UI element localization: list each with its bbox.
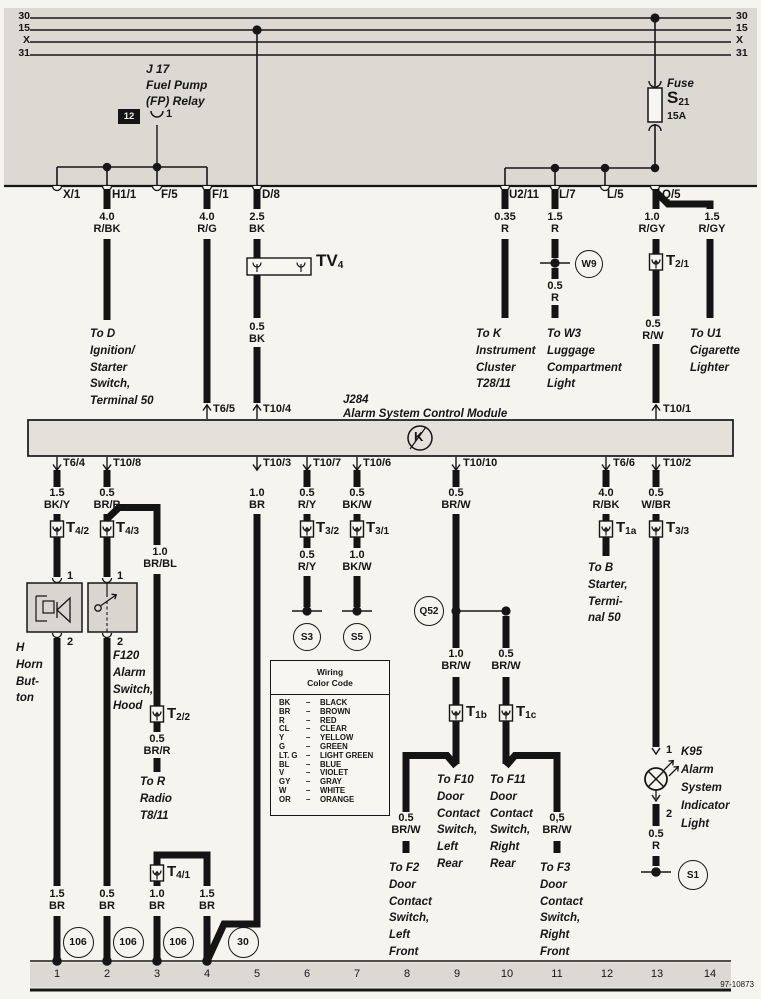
k95-pin1: 1 — [666, 744, 673, 756]
wire-label-l7b: 0.5 R — [547, 280, 563, 304]
bus-label-x-right: X — [736, 34, 744, 46]
f120-pin2: 2 — [117, 636, 124, 648]
color-code-row: Y – YELLOW — [279, 733, 354, 743]
dest-to-f11: To F11 Door Contact Switch, Right Rear — [490, 774, 533, 870]
color-code-row: W – WHITE — [279, 785, 346, 795]
wire-label-t64: 1.5 BK/Y — [43, 487, 71, 511]
wire-label-k95: 0.5 R — [648, 828, 664, 852]
color-code-row: CL – CLEAR — [279, 724, 347, 734]
horn-name: H Horn But- ton — [16, 642, 43, 705]
wire-label-q5a: 1.0 R/GY — [638, 211, 666, 235]
track-number-11: 11 — [551, 968, 563, 980]
dest-to-f10: To F10 Door Contact Switch, Left Rear — [437, 774, 480, 870]
color-code-row: OR – ORANGE — [279, 794, 355, 804]
module-term-t106: T10/6 — [363, 457, 392, 469]
connector-label-t31: T3/1 — [366, 519, 390, 537]
terminal-f1: F/1 — [212, 189, 229, 201]
s1-circle: S1 — [678, 860, 708, 890]
track-number-13: 13 — [650, 968, 664, 980]
power-rail-band — [4, 8, 757, 186]
ground-circle-106-2: 106 — [113, 927, 144, 958]
tv4-connector-icon — [247, 258, 311, 275]
relay-position-badge: 12 — [118, 109, 140, 124]
wire-label-t102: 0.5 W/BR — [641, 487, 671, 511]
wire-label-d8b: 0.5 BK — [249, 321, 265, 345]
module-title: J284 Alarm System Control Module — [343, 394, 508, 420]
wire-label-q5b: 1.5 R/GY — [698, 211, 726, 235]
module-term-t103: T10/3 — [263, 457, 292, 469]
terminal-d8: D/8 — [262, 189, 280, 201]
color-code-row: R – RED — [279, 715, 337, 725]
connector-label-t1a: T1a — [616, 519, 637, 537]
track-number-7: 7 — [353, 968, 361, 980]
wire-label-u211: 0.35 R — [494, 211, 516, 235]
ground-circle-30: 30 — [228, 927, 259, 958]
terminal-l7: L/7 — [559, 189, 576, 201]
wire-label-g4: 1.5 BR — [199, 888, 215, 912]
wire-label-t106b: 1.0 BK/W — [342, 549, 372, 573]
wire-label-g2: 0.5 BR — [99, 888, 115, 912]
track-number-2: 2 — [103, 968, 111, 980]
track-number-8: 8 — [403, 968, 411, 980]
track-number-5: 5 — [253, 968, 261, 980]
bus-label-31-left: 31 — [18, 47, 30, 59]
wire-label-brbl: 1.0 BR/BL — [143, 546, 177, 570]
color-code-header: Wiring Color Code — [271, 661, 389, 695]
f120-name: F120 Alarm Switch, Hood — [113, 650, 154, 713]
module-term-t1010: T10/10 — [463, 457, 498, 469]
relay-pin-label: 1 — [166, 108, 173, 120]
color-code-row: V – VIOLET — [279, 768, 349, 778]
ground-circle-106-3: 106 — [163, 927, 194, 958]
module-symbol-k: K — [414, 429, 424, 444]
f120-pin1: 1 — [117, 570, 124, 582]
dest-to-w3: To W3 Luggage Compartment Light — [547, 328, 622, 391]
fuse-word: Fuse — [667, 78, 694, 90]
wire-label-q5c: 0.5 R/W — [642, 318, 664, 342]
wire-label-t66: 4.0 R/BK — [592, 487, 620, 511]
track-number-12: 12 — [600, 968, 614, 980]
connector-label-t21: T2/1 — [666, 252, 690, 270]
module-term-t107: T10/7 — [313, 457, 342, 469]
connector-label-tv4: TV4 — [316, 251, 344, 271]
connector-label-t42: T4/2 — [66, 519, 90, 537]
fuse-name: S21 — [667, 88, 690, 108]
dest-to-d: To D Ignition/ Starter Switch, Terminal 50 — [90, 328, 154, 408]
terminal-l5: L/5 — [607, 189, 624, 201]
horn-pin2: 2 — [67, 636, 74, 648]
bus-label-31-right: 31 — [736, 47, 748, 59]
connector-label-t33: T3/3 — [666, 519, 690, 537]
alarm-hood-switch-box — [88, 578, 137, 638]
wiring-color-code-box — [270, 660, 390, 816]
control-module-box — [28, 420, 733, 456]
track-number-10: 10 — [500, 968, 514, 980]
dest-to-r: To R Radio T8/11 — [140, 776, 172, 822]
wire-label-f3: 0,5 BR/W — [542, 812, 572, 836]
track-number-6: 6 — [303, 968, 311, 980]
horn-pin1: 1 — [67, 570, 74, 582]
bus-label-30-left: 30 — [18, 10, 30, 22]
document-number: 97-10873 — [720, 980, 754, 989]
color-code-row: G – GREEN — [279, 741, 348, 751]
color-code-rows — [271, 695, 389, 805]
wire-label-t106a: 0.5 BK/W — [342, 487, 372, 511]
bus-label-30-right: 30 — [736, 10, 748, 22]
k95-pin2: 2 — [666, 808, 673, 820]
wire-label-g1: 1.5 BR — [49, 888, 65, 912]
connector-label-t22: T2/2 — [167, 705, 191, 723]
terminal-q5: Q/5 — [662, 189, 681, 201]
wire-label-t103: 1.0 BR — [249, 487, 265, 511]
track-number-4: 4 — [203, 968, 211, 980]
s3-s5-splices — [292, 606, 372, 615]
wire-label-f2: 0.5 BR/W — [391, 812, 421, 836]
connector-label-t1b: T1b — [466, 703, 487, 721]
color-code-row: GY – GRAY — [279, 777, 342, 787]
module-term-t108: T10/8 — [113, 457, 142, 469]
s5-circle: S5 — [343, 623, 371, 651]
wire-label-f1: 4.0 R/G — [197, 211, 217, 235]
module-term-t102: T10/2 — [663, 457, 692, 469]
terminal-h11: H1/1 — [112, 189, 137, 201]
wire-label-t1c: 0.5 BR/W — [491, 648, 521, 672]
k95-name: K95 Alarm System Indicator Light — [681, 746, 730, 830]
module-term-t64: T6/4 — [63, 457, 86, 469]
s1-splice — [641, 867, 671, 877]
color-code-row: BL – BLUE — [279, 759, 342, 769]
wire-label-t1b: 1.0 BR/W — [441, 648, 471, 672]
horn-button-box — [27, 578, 82, 638]
wire-label-d8a: 2.5 BK — [249, 211, 265, 235]
wire-label-h11: 4.0 R/BK — [93, 211, 121, 235]
ground-circle-106-1: 106 — [63, 927, 94, 958]
connector-label-t32: T3/2 — [316, 519, 340, 537]
w9-splice — [540, 258, 570, 267]
terminal-x1: X/1 — [63, 189, 81, 201]
color-code-row: LT. G – LIGHT GREEN — [279, 750, 374, 760]
bus-label-15-left: 15 — [18, 22, 30, 34]
wire-label-l7a: 1.5 R — [547, 211, 563, 235]
wire-label-t107b: 0.5 R/Y — [297, 549, 317, 573]
terminal-f5: F/5 — [161, 189, 178, 201]
track-number-9: 9 — [453, 968, 461, 980]
track-number-1: 1 — [53, 968, 61, 980]
dest-to-f3: To F3 Door Contact Switch, Right Front — [540, 862, 583, 958]
fuel-pump-relay-label: J 17 Fuel Pump (FP) Relay — [146, 62, 208, 108]
k95-lamp-icon — [645, 748, 678, 801]
bus-label-15-right: 15 — [736, 22, 748, 34]
module-term-t65: T6/5 — [213, 403, 236, 415]
dest-to-k: To K Instrument Cluster T28/11 — [476, 328, 536, 391]
wire-label-t108: 0.5 BR/R — [93, 487, 121, 511]
wire-label-g3: 1.0 BR — [149, 888, 165, 912]
track-number-14: 14 — [703, 968, 717, 980]
q52-circle: Q52 — [414, 596, 444, 626]
dest-to-b: To B Starter, Termi- nal 50 — [588, 562, 628, 625]
s3-circle: S3 — [293, 623, 321, 651]
terminal-u211: U2/11 — [509, 189, 540, 201]
bus-label-x-left: X — [22, 34, 30, 46]
dest-to-f2: To F2 Door Contact Switch, Left Front — [389, 862, 432, 958]
color-code-row: BK – BLACK — [279, 698, 348, 707]
connector-label-t41: T4/1 — [167, 863, 191, 881]
wire-label-t22: 0.5 BR/R — [143, 733, 171, 757]
fuse-amps: 15A — [667, 110, 687, 122]
color-code-row: BR – BROWN — [279, 706, 351, 716]
q52-junction — [451, 606, 510, 615]
dest-to-u1: To U1 Cigarette Lighter — [690, 328, 740, 374]
ground-track-band — [30, 956, 731, 990]
w9-circle: W9 — [575, 250, 603, 278]
wire-label-t107a: 0.5 R/Y — [297, 487, 317, 511]
connector-label-t1c: T1c — [516, 703, 537, 721]
wire-label-t1010: 0.5 BR/W — [441, 487, 471, 511]
module-term-t101: T10/1 — [663, 403, 692, 415]
module-term-t66: T6/6 — [613, 457, 636, 469]
module-term-t104: T10/4 — [263, 403, 292, 415]
track-number-3: 3 — [153, 968, 161, 980]
connector-label-t43: T4/3 — [116, 519, 140, 537]
